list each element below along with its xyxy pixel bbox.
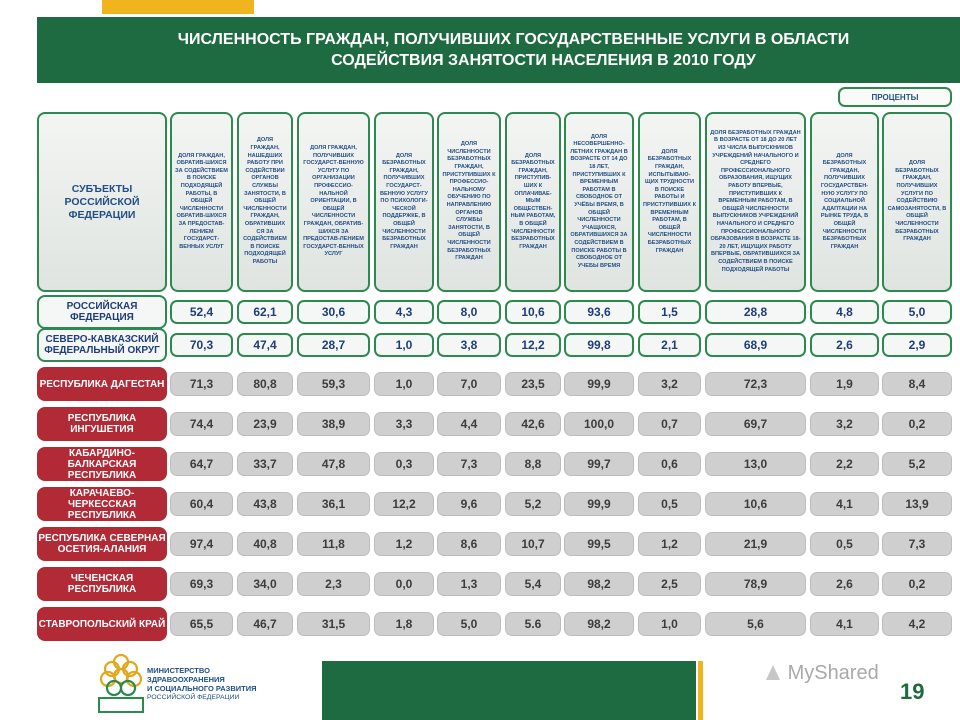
table-cell: 4,3: [374, 300, 434, 324]
table-cell: 10,6: [505, 300, 561, 324]
row-label: РЕСПУБЛИКА СЕВЕРНАЯ ОСЕТИЯ-АЛАНИЯ: [37, 527, 167, 561]
table-cell: 3,2: [638, 372, 701, 396]
table-cell: 5,6: [705, 612, 806, 636]
table-cell: 23,9: [237, 412, 293, 436]
table-cell: 2,1: [638, 333, 701, 357]
table-cell: 80,8: [237, 372, 293, 396]
column-header: ДОЛЯ БЕЗРАБОТНЫХ ГРАЖДАН, ИСПЫТЫВАЮ-ЩИХ ТРУДНОСТИ В ПОИСКЕ РАБОТЫ И ПРИСТУПИВШИХ К ВРЕМЕННЫМ РАБОТАМ, В ОБЩЕЙ ЧИСЛЕННОСТИ БЕЗРАБОТНЫХ ГРАЖДАН: [638, 112, 701, 292]
table-cell: 42,6: [505, 412, 561, 436]
row-label: КАРАЧАЕВО-ЧЕРКЕССКАЯ РЕСПУБЛИКА: [37, 487, 167, 521]
table-cell: 8,0: [437, 300, 501, 324]
table-cell: 31,5: [297, 612, 370, 636]
table-cell: 78,9: [705, 572, 806, 596]
table-cell: 2,6: [810, 572, 879, 596]
table-cell: 5,0: [437, 612, 501, 636]
table-cell: 62,1: [237, 300, 293, 324]
column-header: ДОЛЯ БЕЗРАБОТНЫХ ГРАЖДАН, ПОЛУЧИВШИХ ГОСУДАРСТ-ВЕННУЮ УСЛУГУ ПО ПСИХОЛОГИ-ЧЕСКОЙ ПОДДЕРЖКЕ, В ОБЩЕЙ ЧИСЛЕННОСТИ БЕЗРАБОТНЫХ ГРАЖДАН: [374, 112, 434, 292]
table-cell: 2,3: [297, 572, 370, 596]
column-header: ДОЛЯ ГРАЖДАН, ПОЛУЧИВШИХ ГОСУДАРСТ-ВЕННУЮ УСЛУГУ ПО ОРГАНИЗАЦИИ ПРОФЕССИО-НАЛЬНОЙ ОРИЕНТАЦИИ, В ОБЩЕЙ ЧИСЛЕННОСТИ ГРАЖДАН, ОБРАТИВ-ШИХСЯ ЗА ПРЕДОСТАВ-ЛЕНИЕМ ГОСУДАРСТ-ВЕННЫХ УСЛУГ: [297, 112, 370, 292]
column-header: ДОЛЯ ЧИСЛЕННОСТИ БЕЗРАБОТНЫХ ГРАЖДАН, ПРИСТУПИВШИХ К ПРОФЕССИО-НАЛЬНОМУ ОБУЧЕНИЮ ПО НАПРАВЛЕНИЮ ОРГАНОВ СЛУЖБЫ ЗАНЯТОСТИ, В ОБЩЕЙ ЧИСЛЕННОСТИ БЕЗРАБОТНЫХ ГРАЖДАН: [437, 112, 501, 292]
table-cell: 28,7: [297, 333, 370, 357]
table-cell: 38,9: [297, 412, 370, 436]
table-cell: 0,7: [638, 412, 701, 436]
column-header: ДОЛЯ БЕЗРАБОТНЫХ ГРАЖДАН, ПОЛУЧИВШИХ УСЛУГИ ПО СОДЕЙСТВИЮ САМОЗАНЯТОСТИ, В ОБЩЕЙ ЧИСЛЕННОСТИ БЕЗРАБОТНЫХ ГРАЖДАН: [882, 112, 952, 292]
row-label: РЕСПУБЛИКА ИНГУШЕТИЯ: [37, 407, 167, 441]
watermark-logo-icon: [764, 662, 782, 682]
table-cell: 4,8: [810, 300, 879, 324]
table-cell: 7,0: [437, 372, 501, 396]
table-cell: 7,3: [882, 532, 952, 556]
footer-green-block: [322, 661, 696, 720]
table-cell: 4,2: [882, 612, 952, 636]
table-cell: 99,9: [564, 492, 634, 516]
row-label: ЧЕЧЕНСКАЯ РЕСПУБЛИКА: [37, 567, 167, 601]
table-cell: 0,0: [374, 572, 434, 596]
table-cell: 2,5: [638, 572, 701, 596]
table-cell: 13,9: [882, 492, 952, 516]
table-cell: 10,7: [505, 532, 561, 556]
table-cell: 4,1: [810, 492, 879, 516]
table-cell: 47,4: [237, 333, 293, 357]
table-cell: 74,4: [170, 412, 233, 436]
table-cell: 99,9: [564, 372, 634, 396]
table-cell: 5,0: [882, 300, 952, 324]
table-cell: 12,2: [505, 333, 561, 357]
column-header: ДОЛЯ ГРАЖДАН, НАШЕДШИХ РАБОТУ ПРИ СОДЕЙСТВИИ ОРГАНОВ СЛУЖБЫ ЗАНЯТОСТИ, В ОБЩЕЙ ЧИСЛЕННОСТИ ГРАЖДАН, ОБРАТИВШИХ СЯ ЗА СОДЕЙСТВИЕМ В ПОИСКЕ ПОДХОДЯЩЕЙ РАБОТЫ: [237, 112, 293, 292]
ministry-emblem-icon: [96, 652, 146, 714]
table-cell: 34,0: [237, 572, 293, 596]
watermark: MyShared: [764, 662, 879, 685]
table-cell: 70,3: [170, 333, 233, 357]
table-cell: 2,6: [810, 333, 879, 357]
table-cell: 98,2: [564, 572, 634, 596]
column-header: ДОЛЯ БЕЗРАБОТНЫХ ГРАЖДАН, ПРИСТУПИВ-ШИХ К ОПЛАЧИВАЕ-МЫМ ОБЩЕСТВЕН-НЫМ РАБОТАМ, В ОБЩЕЙ ЧИСЛЕННОСТИ БЕЗРАБОТНЫХ ГРАЖДАН: [505, 112, 561, 292]
row-label: РЕСПУБЛИКА ДАГЕСТАН: [37, 367, 167, 401]
table-cell: 1,8: [374, 612, 434, 636]
column-header: ДОЛЯ БЕЗРАБОТНЫХ ГРАЖДАН В ВОЗРАСТЕ ОТ 18 ДО 20 ЛЕТ ИЗ ЧИСЛА ВЫПУСКНИКОВ УЧРЕЖДЕНИЙ НАЧАЛЬНОГО И СРЕДНЕГО ПРОФЕССИОНАЛЬНОГО ОБРАЗОВАНИЯ, ИЩУЩИХ РАБОТУ ВПЕРВЫЕ, ПРИСТУПИВШИХ К ВРЕМЕННЫМ РАБОТАМ, В ОБЩЕЙ ЧИСЛЕННОСТИ ВЫПУСКНИКОВ УЧРЕЖДЕНИЙ НАЧАЛЬНОГО И СРЕДНЕГО ПРОФЕССИОНАЛЬНОГО ОБРАЗОВАНИЯ В ВОЗРАСТЕ 18-20 ЛЕТ, ИЩУЩИХ РАБОТУ ВПЕРВЫЕ, ОБРАТИВШИХСЯ ЗА СОДЕЙСТВИЕМ В ПОИСКЕ ПОДХОДЯЩЕЙ РАБОТЫ: [705, 112, 806, 292]
table-cell: 36,1: [297, 492, 370, 516]
table-cell: 1,0: [374, 333, 434, 357]
table-cell: 5,4: [505, 572, 561, 596]
table-cell: 65,5: [170, 612, 233, 636]
table-cell: 13,0: [705, 452, 806, 476]
table-cell: 8,8: [505, 452, 561, 476]
table-cell: 69,3: [170, 572, 233, 596]
row-label: СТАВРОПОЛЬСКИЙ КРАЙ: [37, 607, 167, 641]
table-cell: 10,6: [705, 492, 806, 516]
table-cell: 5.6: [505, 612, 561, 636]
table-cell: 30,6: [297, 300, 370, 324]
table-cell: 3,2: [810, 412, 879, 436]
title-banner: [37, 17, 960, 83]
table-cell: 0,2: [882, 412, 952, 436]
table-cell: 3,8: [437, 333, 501, 357]
table-cell: 97,4: [170, 532, 233, 556]
table-cell: 1,2: [638, 532, 701, 556]
table-cell: 4,4: [437, 412, 501, 436]
table-cell: 72,3: [705, 372, 806, 396]
table-cell: 12,2: [374, 492, 434, 516]
top-accent-bar: [102, 0, 254, 14]
page-title: ЧИСЛЕННОСТЬ ГРАЖДАН, ПОЛУЧИВШИХ ГОСУДАРСТВЕННЫЕ УСЛУГИ В ОБЛАСТИ СОДЕЙСТВИЯ ЗАНЯТОСТИ НАСЕЛЕНИЯ В 2010 ГОДУ: [177, 31, 850, 69]
table-cell: 2,2: [810, 452, 879, 476]
table-cell: 0,2: [882, 572, 952, 596]
table-cell: 59,3: [297, 372, 370, 396]
table-cell: 8,6: [437, 532, 501, 556]
table-cell: 3,3: [374, 412, 434, 436]
table-cell: 47,8: [297, 452, 370, 476]
table-cell: 5,2: [505, 492, 561, 516]
table-cell: 64,7: [170, 452, 233, 476]
row-label: РОССИЙСКАЯ ФЕДЕРАЦИЯ: [37, 295, 167, 329]
header-subjects: СУБЪЕКТЫ РОССИЙСКОЙ ФЕДЕРАЦИИ: [37, 112, 167, 292]
table-cell: 40,8: [237, 532, 293, 556]
row-label: СЕВЕРО-КАВКАЗСКИЙ ФЕДЕРАЛЬНЫЙ ОКРУГ: [37, 328, 167, 362]
table-cell: 1,2: [374, 532, 434, 556]
table-cell: 28,8: [705, 300, 806, 324]
table-cell: 43,8: [237, 492, 293, 516]
ministry-name: МИНИСТЕРСТВО ЗДРАВООХРАНЕНИЯ И СОЦИАЛЬНОГО РАЗВИТИЯ РОССИЙСКОЙ ФЕДЕРАЦИИ: [147, 666, 257, 701]
table-cell: 71,3: [170, 372, 233, 396]
table-cell: 4,1: [810, 612, 879, 636]
table-cell: 69,7: [705, 412, 806, 436]
unit-label: ПРОЦЕНТЫ: [838, 87, 952, 107]
table-cell: 8,4: [882, 372, 952, 396]
column-header: ДОЛЯ БЕЗРАБОТНЫХ ГРАЖДАН, ПОЛУЧИВШИХ ГОСУДАРСТВЕН-НУЮ УСЛУГУ ПО СОЦИАЛЬНОЙ АДАПТАЦИИ НА РЫНКЕ ТРУДА, В ОБЩЕЙ ЧИСЛЕННОСТИ БЕЗРАБОТНЫХ ГРАЖДАН: [810, 112, 879, 292]
table-cell: 99,7: [564, 452, 634, 476]
table-cell: 98,2: [564, 612, 634, 636]
table-cell: 21,9: [705, 532, 806, 556]
table-cell: 33,7: [237, 452, 293, 476]
row-label: КАБАРДИНО-БАЛКАРСКАЯ РЕСПУБЛИКА: [37, 447, 167, 481]
column-header: ДОЛЯ НЕСОВЕРШЕННО-ЛЕТНИХ ГРАЖДАН В ВОЗРАСТЕ ОТ 14 ДО 18 ЛЕТ, ПРИСТУПИВШИХ К ВРЕМЕННЫМ РАБОТАМ В СВОБОДНОЕ ОТ УЧЁБЫ ВРЕМЯ, В ОБЩЕЙ ЧИСЛЕННОСТИ УЧАЩИХСЯ, ОБРАТИВШИХСЯ ЗА СОДЕЙСТВИЕМ В ПОИСКЕ РАБОТЫ В СВОБОДНОЕ ОТ УЧЕБЫ ВРЕМЯ: [564, 112, 634, 292]
table-cell: 1,9: [810, 372, 879, 396]
table-cell: 68,9: [705, 333, 806, 357]
table-cell: 1,0: [374, 372, 434, 396]
table-cell: 9,6: [437, 492, 501, 516]
table-cell: 0,6: [638, 452, 701, 476]
table-cell: 93,6: [564, 300, 634, 324]
table-cell: 0,5: [810, 532, 879, 556]
table-cell: 99,5: [564, 532, 634, 556]
table-cell: 1,3: [437, 572, 501, 596]
table-cell: 1,5: [638, 300, 701, 324]
table-cell: 1,0: [638, 612, 701, 636]
table-cell: 46,7: [237, 612, 293, 636]
table-cell: 0,5: [638, 492, 701, 516]
table-cell: 60,4: [170, 492, 233, 516]
table-cell: 5,2: [882, 452, 952, 476]
table-cell: 100,0: [564, 412, 634, 436]
table-cell: 99,8: [564, 333, 634, 357]
table-cell: 11,8: [297, 532, 370, 556]
page-number: 19: [900, 679, 925, 704]
column-header: ДОЛЯ ГРАЖДАН, ОБРАТИВ-ШИХСЯ ЗА СОДЕЙСТВИЕМ В ПОИСКЕ ПОДХОДЯЩЕЙ РАБОТЫ, В ОБЩЕЙ ЧИСЛЕННОСТИ ОБРАТИВ-ШИХСЯ ЗА ПРЕДОСТАВ-ЛЕНИЕМ ГОСУДАРСТ-ВЕННЫХ УСЛУГ: [170, 112, 233, 292]
table-cell: 0,3: [374, 452, 434, 476]
table-cell: 23,5: [505, 372, 561, 396]
table-cell: 7,3: [437, 452, 501, 476]
footer-accent-stripe: [698, 661, 703, 720]
table-cell: 2,9: [882, 333, 952, 357]
table-cell: 52,4: [170, 300, 233, 324]
